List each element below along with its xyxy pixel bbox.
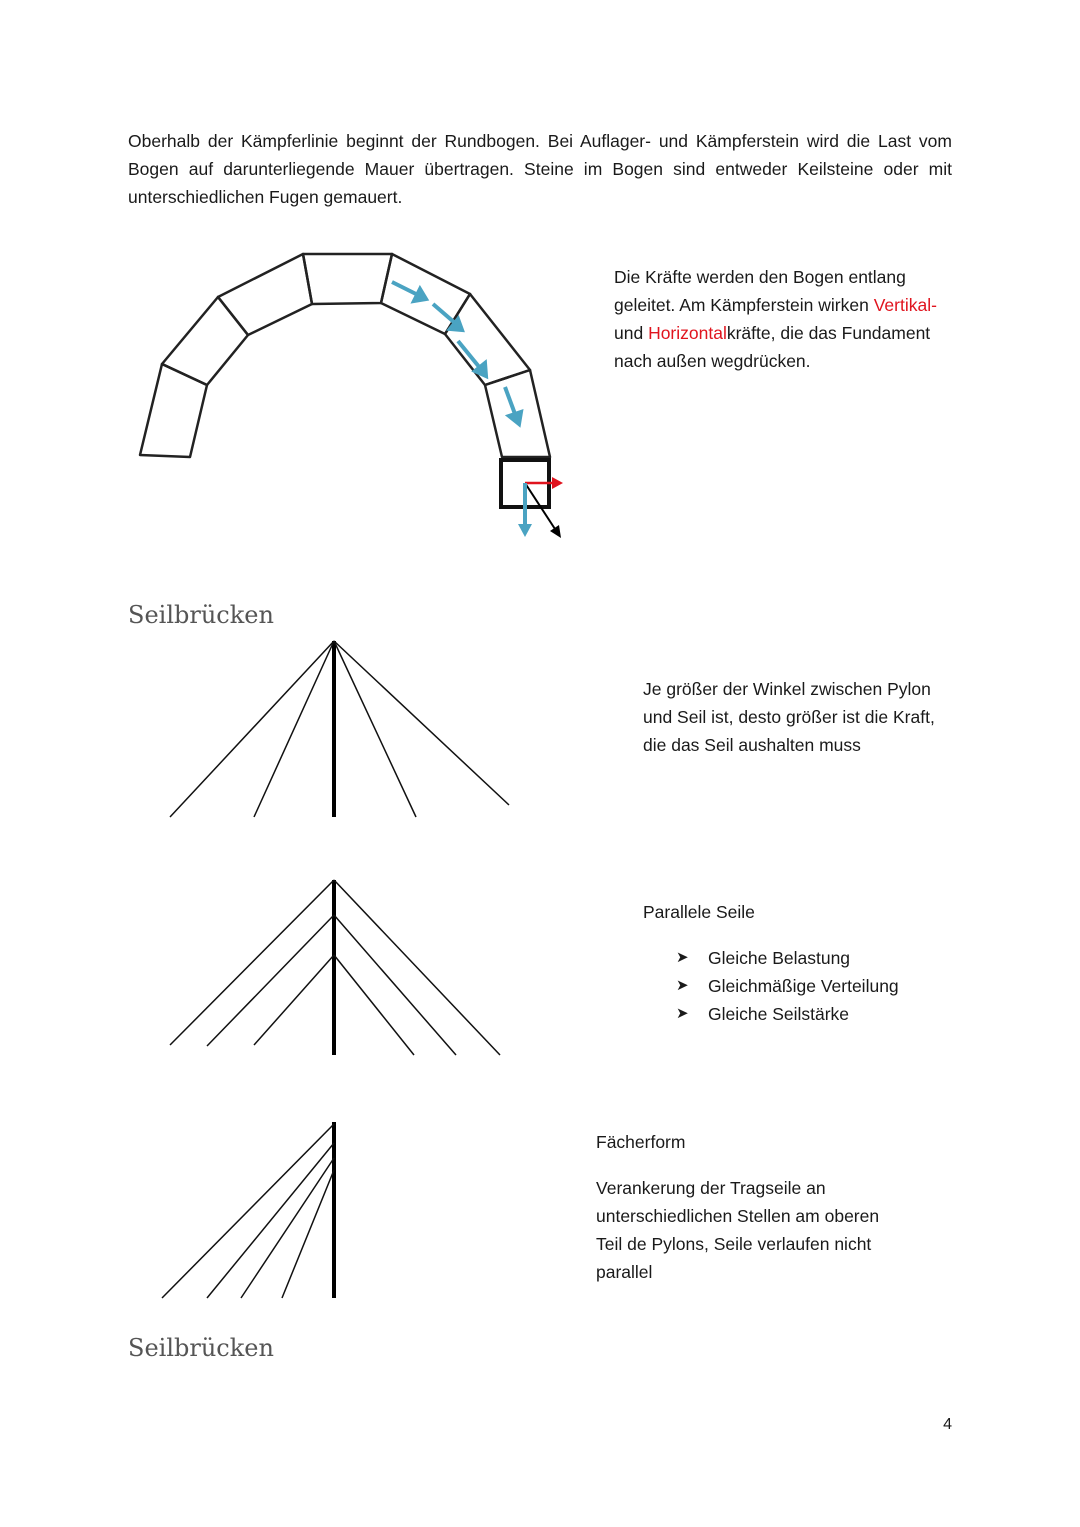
section-heading-bottom: Seilbrücken: [128, 1334, 274, 1362]
diagram2-title: Parallele Seile: [643, 902, 755, 922]
list-item-label: Gleiche Seilstärke: [708, 1004, 850, 1024]
list-item-label: Gleichmäßige Verteilung: [708, 976, 899, 996]
arrow-bullet-icon: ➤: [676, 949, 689, 966]
cables: [170, 641, 509, 817]
diagram1-caption: Je größer der Winkel zwischen Pylon und Seil ist, desto größer ist die Kraft, die das Seil aushalten muss: [643, 679, 935, 755]
vertical-force-label: Vertikal-: [873, 295, 937, 315]
section-heading: Seilbrücken: [128, 601, 274, 629]
list-item-label: Gleiche Belastung: [708, 948, 851, 968]
page-number: 4: [943, 1416, 952, 1433]
arch-caption-part2: kräfte, die das Fundament nach außen wegdrücken.: [614, 323, 931, 371]
intro-paragraph: Oberhalb der Kämpferlinie beginnt der Rundbogen. Bei Auflager- und Kämpferstein wird die Last vom Bogen auf darunterliegende Mauer übertragen. Steine im Bogen sind entweder Keilsteine oder mit unterschiedlichen Fugen gemauert.: [128, 131, 952, 207]
arch-caption-part1: Die Kräfte werden den Bogen entlang geleitet. Am Kämpferstein wirken: [614, 267, 906, 315]
list-item: [676, 972, 976, 1000]
arch-caption: [614, 263, 944, 375]
arch-stone: [140, 364, 207, 457]
list-item: [676, 1000, 976, 1028]
force-flow-arrows: [392, 282, 521, 424]
cable-diagram-harp-radial: [160, 635, 520, 825]
diagram3-title: Fächerform: [596, 1132, 686, 1152]
arch-caption-and: und: [614, 323, 649, 343]
horizontal-force-label: Horizontal: [648, 323, 727, 343]
arch-diagram: [130, 245, 580, 545]
cable-diagram-parallel: [160, 875, 520, 1065]
arrow-bullet-icon: ➤: [676, 1005, 689, 1022]
arch-stone: [162, 297, 248, 385]
diagram2-bullet-list: [676, 944, 976, 1028]
cable-diagram-fan: [155, 1118, 355, 1308]
cables: [162, 1124, 334, 1298]
arch-stone: [303, 254, 392, 304]
arrow-bullet-icon: ➤: [676, 977, 689, 994]
force-decomposition: [518, 477, 563, 538]
arch-stone: [218, 254, 312, 335]
diagram3-text: Verankerung der Tragseile an unterschiedlichen Stellen am oberen Teil de Pylons, Seile verlaufen nicht parallel: [596, 1178, 880, 1282]
list-item: [676, 944, 976, 972]
